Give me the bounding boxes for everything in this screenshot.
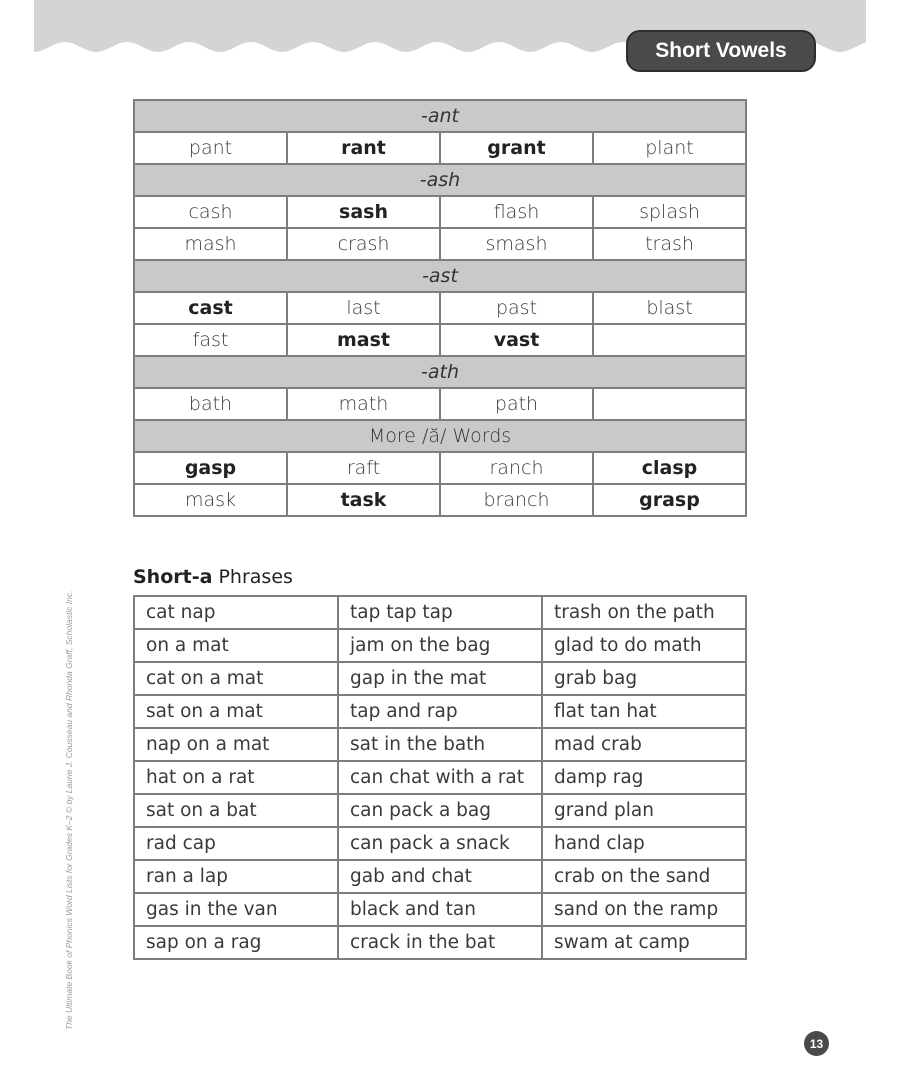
phrase-cell: can pack a snack <box>338 827 542 860</box>
word-family-header-row <box>134 100 746 132</box>
phrase-cell: gas in the van <box>134 893 338 926</box>
word-cell: past <box>440 292 593 324</box>
phrase-row <box>134 860 746 893</box>
word-cell: pant <box>134 132 287 164</box>
phrase-cell: grand plan <box>542 794 746 827</box>
phrase-cell: cat nap <box>134 596 338 629</box>
word-cell: branch <box>440 484 593 516</box>
word-cell: clasp <box>593 452 746 484</box>
word-row <box>134 132 746 164</box>
copyright-credit: The Ultimate Book of Phonics Word Lists for Grades K–2 © by Laurie J. Cousseau and Rhonda Graff, Scholastic Inc. <box>64 590 74 1030</box>
phrase-cell: trash on the path <box>542 596 746 629</box>
word-cell: mash <box>134 228 287 260</box>
word-cell: crash <box>287 228 440 260</box>
phrase-row <box>134 629 746 662</box>
word-cell: path <box>440 388 593 420</box>
word-family-header: -ast <box>134 260 746 292</box>
phrase-cell: hat on a rat <box>134 761 338 794</box>
phrase-cell: on a mat <box>134 629 338 662</box>
phrase-row <box>134 827 746 860</box>
phrase-row <box>134 662 746 695</box>
phrase-cell: crab on the sand <box>542 860 746 893</box>
phrase-cell: hand clap <box>542 827 746 860</box>
word-cell: ranch <box>440 452 593 484</box>
phrase-cell: cat on a mat <box>134 662 338 695</box>
phrase-cell: tap and rap <box>338 695 542 728</box>
word-cell: grasp <box>593 484 746 516</box>
word-cell: gasp <box>134 452 287 484</box>
phrase-cell: sap on a rag <box>134 926 338 959</box>
phrase-cell: swam at camp <box>542 926 746 959</box>
word-cell: trash <box>593 228 746 260</box>
word-row <box>134 228 746 260</box>
word-row <box>134 196 746 228</box>
word-cell: grant <box>440 132 593 164</box>
word-cell: math <box>287 388 440 420</box>
phrase-cell: mad crab <box>542 728 746 761</box>
phrase-row <box>134 596 746 629</box>
word-cell: vast <box>440 324 593 356</box>
word-family-header: More /ă/ Words <box>134 420 746 452</box>
phrase-cell: can pack a bag <box>338 794 542 827</box>
phrase-cell: jam on the bag <box>338 629 542 662</box>
phrase-cell: gap in the mat <box>338 662 542 695</box>
word-cell: cash <box>134 196 287 228</box>
word-cell: blast <box>593 292 746 324</box>
word-family-header-row <box>134 420 746 452</box>
page-number: 13 <box>809 1036 824 1051</box>
word-cell <box>593 388 746 420</box>
page-number-badge <box>804 1031 829 1056</box>
phrases-table <box>133 595 747 960</box>
word-cell: mast <box>287 324 440 356</box>
phrase-cell: grab bag <box>542 662 746 695</box>
word-cell: last <box>287 292 440 324</box>
word-cell: rant <box>287 132 440 164</box>
word-family-header-row <box>134 260 746 292</box>
phrases-heading <box>133 566 293 588</box>
word-row <box>134 388 746 420</box>
phrase-row <box>134 926 746 959</box>
phrase-cell: glad to do math <box>542 629 746 662</box>
word-family-header-row <box>134 164 746 196</box>
word-cell: raft <box>287 452 440 484</box>
phrase-row <box>134 695 746 728</box>
word-cell: task <box>287 484 440 516</box>
phrase-cell: flat tan hat <box>542 695 746 728</box>
phrase-cell: crack in the bat <box>338 926 542 959</box>
phrase-cell: sat on a bat <box>134 794 338 827</box>
phrase-row <box>134 893 746 926</box>
phrases-heading-bold: Short-a <box>133 566 213 588</box>
phrase-row <box>134 761 746 794</box>
phrase-cell: can chat with a rat <box>338 761 542 794</box>
word-cell: mask <box>134 484 287 516</box>
word-cell: cast <box>134 292 287 324</box>
word-cell: splash <box>593 196 746 228</box>
word-family-table <box>133 99 747 517</box>
phrase-cell: rad cap <box>134 827 338 860</box>
phrase-row <box>134 794 746 827</box>
word-row <box>134 452 746 484</box>
phrase-cell: sat on a mat <box>134 695 338 728</box>
word-family-header-row <box>134 356 746 388</box>
phrase-cell: ran a lap <box>134 860 338 893</box>
phrase-cell: tap tap tap <box>338 596 542 629</box>
word-row <box>134 292 746 324</box>
phrases-heading-rest: Phrases <box>212 566 293 588</box>
word-cell: smash <box>440 228 593 260</box>
phrase-cell: gab and chat <box>338 860 542 893</box>
word-cell: plant <box>593 132 746 164</box>
section-tab-label: Short Vowels <box>655 39 787 62</box>
word-cell <box>593 324 746 356</box>
word-family-header: -ant <box>134 100 746 132</box>
phrase-cell: sand on the ramp <box>542 893 746 926</box>
word-cell: bath <box>134 388 287 420</box>
word-cell: flash <box>440 196 593 228</box>
word-cell: sash <box>287 196 440 228</box>
section-tab <box>626 30 816 72</box>
phrase-cell: black and tan <box>338 893 542 926</box>
word-family-header: -ash <box>134 164 746 196</box>
word-family-header: -ath <box>134 356 746 388</box>
phrase-cell: nap on a mat <box>134 728 338 761</box>
word-row <box>134 484 746 516</box>
word-row <box>134 324 746 356</box>
word-cell: fast <box>134 324 287 356</box>
phrase-cell: damp rag <box>542 761 746 794</box>
phrase-cell: sat in the bath <box>338 728 542 761</box>
phrase-row <box>134 728 746 761</box>
